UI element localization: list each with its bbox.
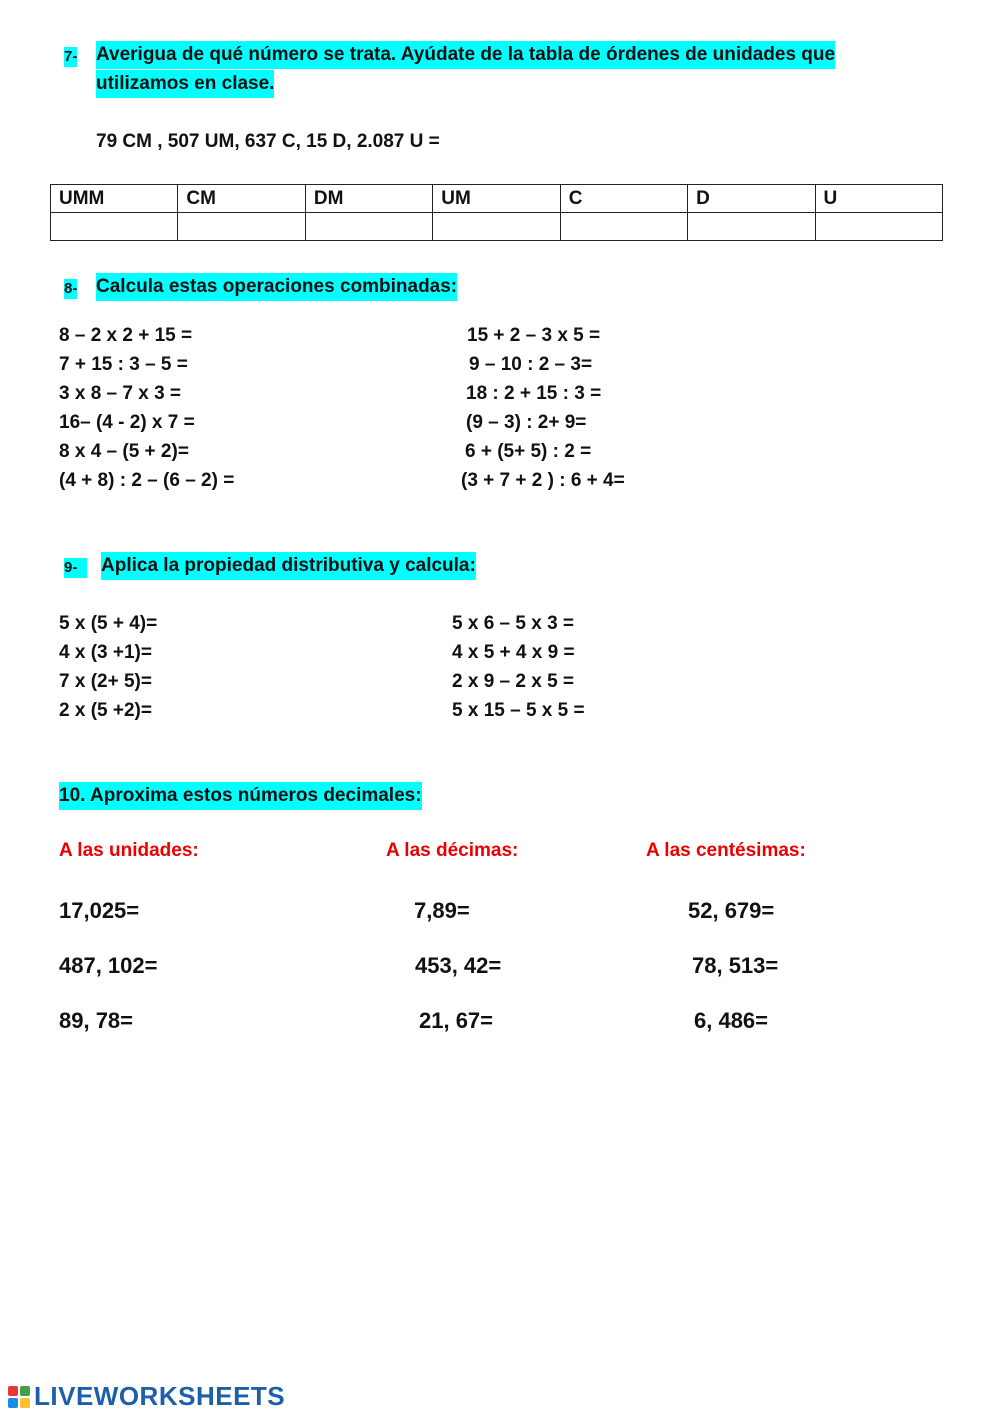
logo-square	[20, 1398, 30, 1408]
q10-col3-item: 78, 513=	[692, 953, 779, 978]
q8-title: Calcula estas operaciones combinadas:	[96, 273, 457, 301]
q10-col2-item: 21, 67=	[419, 1008, 494, 1033]
q9-title: Aplica la propiedad distributiva y calcula:	[101, 552, 476, 580]
q8-right-item: 15 + 2 – 3 x 5 =	[467, 325, 601, 346]
q9-right-column	[452, 609, 585, 725]
q9-right-item: 2 x 9 – 2 x 5 =	[452, 671, 575, 692]
header-cm: CM	[178, 185, 305, 213]
q7-problem: 79 CM , 507 UM, 637 C, 15 D, 2.087 U =	[96, 131, 440, 152]
logo-square	[8, 1398, 18, 1408]
q7-number: 7-	[64, 48, 78, 65]
q8-left-item: (4 + 8) : 2 – (6 – 2) =	[59, 470, 235, 491]
q9-left-item: 2 x (5 +2)=	[59, 700, 152, 721]
q9-left-item: 4 x (3 +1)=	[59, 642, 152, 663]
q8-number: 8-	[64, 280, 78, 297]
answer-dm[interactable]	[305, 213, 432, 241]
q9-right-item: 5 x 15 – 5 x 5 =	[452, 700, 585, 721]
header-umm: UMM	[51, 185, 178, 213]
answer-cm[interactable]	[178, 213, 305, 241]
answer-c[interactable]	[560, 213, 687, 241]
q8-right-item: 18 : 2 + 15 : 3 =	[466, 383, 602, 404]
q8-right-item: (9 – 3) : 2+ 9=	[466, 412, 587, 433]
q8-right-item: 6 + (5+ 5) : 2 =	[465, 441, 592, 462]
q9-left-item: 5 x (5 + 4)=	[59, 613, 158, 634]
answer-d[interactable]	[688, 213, 815, 241]
q10-col1-item: 17,025=	[59, 898, 140, 923]
q8-left-item: 8 – 2 x 2 + 15 =	[59, 325, 193, 346]
brand-name: LIVEWORKSHEETS	[34, 1381, 286, 1411]
liveworksheets-logo-icon	[8, 1386, 30, 1408]
answer-um[interactable]	[433, 213, 560, 241]
q8-left-item: 16– (4 - 2) x 7 =	[59, 412, 195, 433]
place-value-table	[50, 184, 943, 241]
q8-right-item: (3 + 7 + 2 ) : 6 + 4=	[461, 470, 625, 491]
q10-col3-label: A las centésimas:	[646, 840, 806, 861]
q10-col1-item: 89, 78=	[59, 1008, 134, 1033]
q10-col2-item: 7,89=	[414, 898, 470, 923]
q9-left-item: 7 x (2+ 5)=	[59, 671, 152, 692]
q8-left-column	[59, 321, 234, 495]
q9-right-item: 5 x 6 – 5 x 3 =	[452, 613, 575, 634]
q10-col2-label: A las décimas:	[386, 840, 519, 861]
table-answer-row[interactable]	[51, 213, 943, 241]
liveworksheets-logo	[8, 1381, 285, 1412]
q8-left-item: 8 x 4 – (5 + 2)=	[59, 441, 189, 462]
q7-title-line2: utilizamos en clase.	[96, 70, 274, 98]
q8-left-item: 3 x 8 – 7 x 3 =	[59, 383, 182, 404]
header-dm: DM	[305, 185, 432, 213]
q10-col1-item: 487, 102=	[59, 953, 158, 978]
q8-right-item: 9 – 10 : 2 – 3=	[469, 354, 593, 375]
q10-col2-item: 453, 42=	[415, 953, 502, 978]
header-u: U	[815, 185, 942, 213]
answer-umm[interactable]	[51, 213, 178, 241]
header-c: C	[560, 185, 687, 213]
q10-col3-item: 52, 679=	[688, 898, 775, 923]
table-header-row	[51, 185, 943, 213]
logo-square	[8, 1386, 18, 1396]
q7-title-line1: Averigua de qué número se trata. Ayúdate de la tabla de órdenes de unidades que	[96, 41, 835, 69]
header-d: D	[688, 185, 815, 213]
q10-col1-label: A las unidades:	[59, 840, 199, 861]
q9-number: 9-	[64, 558, 87, 578]
answer-u[interactable]	[815, 213, 942, 241]
logo-square	[20, 1386, 30, 1396]
q8-left-item: 7 + 15 : 3 – 5 =	[59, 354, 188, 375]
q10-col3-item: 6, 486=	[694, 1008, 769, 1033]
q9-left-column	[59, 609, 157, 725]
q9-right-item: 4 x 5 + 4 x 9 =	[452, 642, 575, 663]
header-um: UM	[433, 185, 560, 213]
q10-title: 10. Aproxima estos números decimales:	[59, 782, 422, 810]
